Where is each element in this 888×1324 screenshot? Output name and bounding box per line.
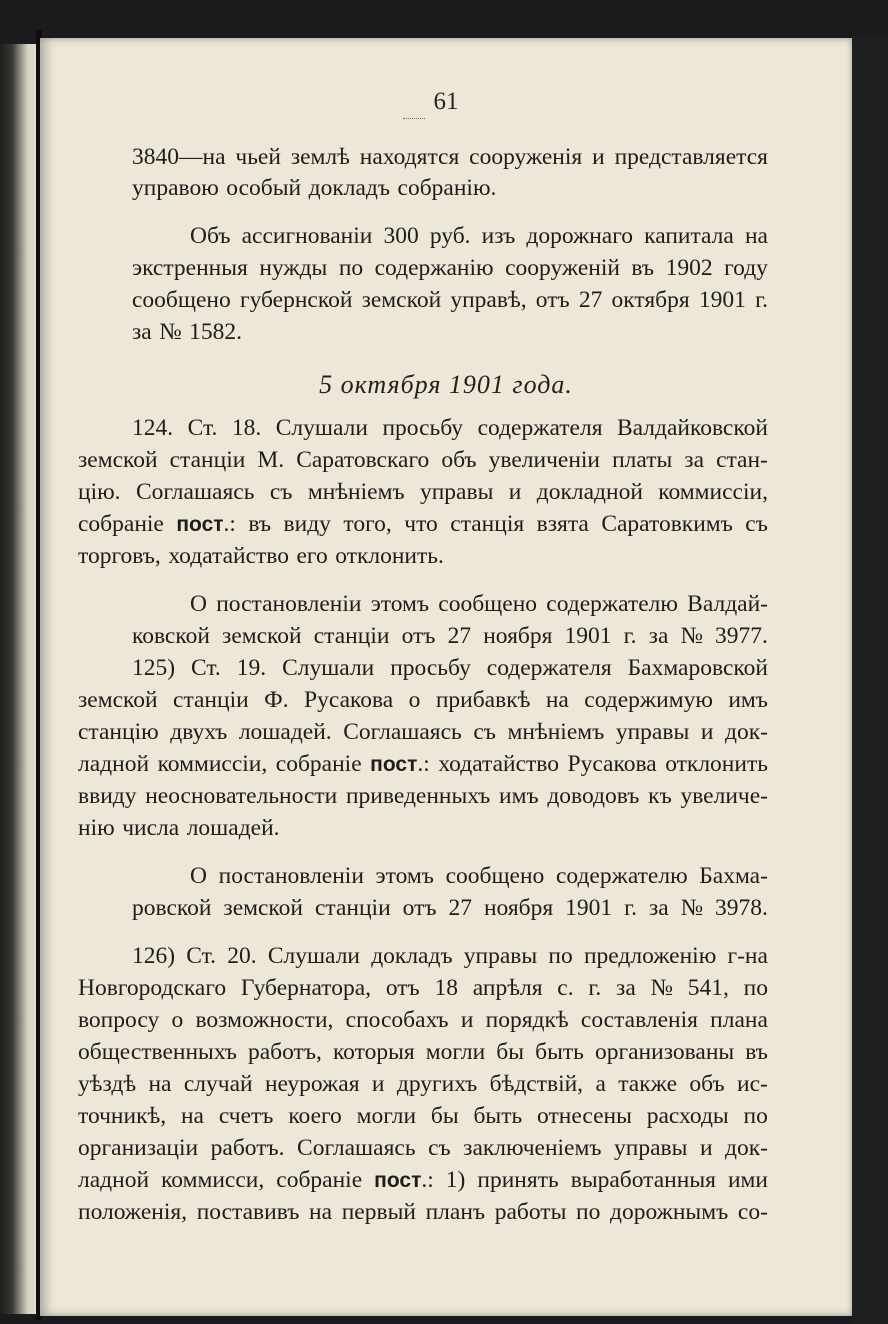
- word: г-на: [727, 943, 768, 969]
- page-text: [40, 38, 852, 1316]
- text-line: [78, 1165, 768, 1197]
- word: и: [699, 1135, 713, 1161]
- word: бы: [430, 1103, 459, 1129]
- text-line: [78, 813, 318, 845]
- word: за: [684, 447, 705, 473]
- word: землѣ: [290, 144, 350, 170]
- word: бы: [496, 1039, 525, 1065]
- word: содержателю: [546, 591, 678, 617]
- word: увеличеніи: [488, 447, 601, 473]
- word: ис-: [737, 1071, 768, 1097]
- left-page-edge: [0, 44, 40, 1314]
- word: по: [743, 975, 768, 1001]
- word: докладной: [536, 479, 643, 505]
- word: уѣздѣ: [78, 1071, 137, 1097]
- word: просьбу: [390, 655, 471, 681]
- word: по: [548, 943, 573, 969]
- text-line: [190, 589, 768, 621]
- text-line: [78, 541, 498, 573]
- text-line: [78, 509, 768, 541]
- word: могли: [425, 1039, 486, 1065]
- word: собраніе: [275, 751, 362, 777]
- word: постановленіи: [216, 591, 362, 617]
- word: составленія: [580, 1007, 698, 1033]
- word: руб.: [429, 223, 471, 249]
- word: работы: [494, 1199, 567, 1225]
- word: чьей: [235, 144, 281, 170]
- word: которыя: [332, 1039, 415, 1065]
- word: изъ: [481, 223, 516, 249]
- word: отъ: [385, 975, 420, 1001]
- word: приведенныхъ: [345, 783, 491, 809]
- text-line: [190, 221, 768, 253]
- word: двухъ: [170, 719, 228, 745]
- word: докладъ: [371, 943, 453, 969]
- word: на: [545, 687, 569, 713]
- word: за: [132, 319, 152, 345]
- word: 27: [448, 895, 472, 921]
- word: счетъ: [218, 1103, 274, 1129]
- word: этомъ: [375, 863, 434, 889]
- word: отъ: [402, 895, 437, 921]
- word: станціи: [169, 447, 246, 473]
- word: дорожнаго: [526, 223, 634, 249]
- text-line: [132, 653, 768, 685]
- word: ходатайство: [438, 751, 559, 777]
- word: Соглашаясь: [135, 479, 255, 505]
- word: коммиссіи,: [658, 479, 768, 505]
- word: заключеніемъ: [463, 1135, 602, 1161]
- word: просьбу: [382, 415, 464, 441]
- word: содержателя: [486, 655, 612, 681]
- word: другихъ: [396, 1071, 478, 1097]
- word: въ: [248, 511, 272, 537]
- word: Валдай-: [687, 591, 768, 617]
- word: имъ: [728, 687, 768, 713]
- word: за: [648, 623, 669, 649]
- word: 1901: [564, 623, 612, 649]
- word: управы: [419, 479, 494, 505]
- word: и: [508, 479, 522, 505]
- word: Саратовскаго: [296, 447, 430, 473]
- text-line: [78, 1133, 768, 1165]
- text-line: [78, 781, 768, 813]
- word: особый: [226, 175, 302, 201]
- word: собраніе: [276, 1167, 363, 1193]
- word: с.: [557, 975, 574, 1001]
- word: съ: [745, 511, 768, 537]
- word: Слушали: [275, 415, 368, 441]
- word: №: [159, 319, 182, 345]
- word: 1582.: [189, 319, 243, 345]
- word: доводовъ: [547, 783, 640, 809]
- word: на: [744, 223, 768, 249]
- text-line: [78, 445, 768, 477]
- word: пост.:: [374, 1167, 434, 1193]
- word: прибавкѣ: [435, 687, 531, 713]
- word: Ст.: [187, 415, 218, 441]
- word: платы: [612, 447, 673, 473]
- word: г.: [623, 623, 637, 649]
- word: стан-: [716, 447, 768, 473]
- word: Ф.: [264, 687, 289, 713]
- text-line: [132, 941, 768, 973]
- word: лошадей.: [238, 719, 332, 745]
- text-line: [132, 621, 768, 653]
- word: Русакова: [304, 687, 394, 713]
- word: станціи: [314, 895, 391, 921]
- word: 1901: [698, 287, 746, 313]
- text-line: [132, 142, 768, 174]
- word: №: [680, 895, 704, 921]
- text-line: [78, 973, 768, 1005]
- word: первый: [341, 1199, 416, 1225]
- word: станцію: [78, 719, 159, 745]
- word: по: [576, 1199, 601, 1225]
- word: выработанныя: [570, 1167, 716, 1193]
- text-line: [78, 477, 768, 509]
- word: г.: [624, 895, 637, 921]
- word: также: [618, 1071, 678, 1097]
- word: по: [338, 255, 364, 281]
- word: коммисси,: [161, 1167, 265, 1193]
- word: имъ: [499, 783, 539, 809]
- word: докладъ: [308, 175, 391, 201]
- text-line: [78, 1037, 768, 1069]
- word: 18: [434, 975, 458, 1001]
- word: его: [296, 543, 328, 569]
- word: постановленіи: [218, 863, 364, 889]
- word: на: [148, 1071, 172, 1097]
- word: 20.: [227, 943, 257, 969]
- word: Объ: [190, 223, 231, 249]
- word: въ: [745, 1039, 768, 1065]
- text-line: [78, 1197, 768, 1229]
- word: съ: [269, 479, 293, 505]
- word: пост.:: [176, 511, 236, 537]
- text-line: [78, 685, 768, 717]
- word: положенія,: [78, 1199, 188, 1225]
- word: вопросу: [78, 1007, 160, 1033]
- word: работъ.: [210, 1135, 285, 1161]
- word: ходатайство: [168, 543, 289, 569]
- word: сообщено: [438, 591, 538, 617]
- word: виду: [283, 511, 331, 537]
- text-line: [78, 1101, 768, 1133]
- text-line: [132, 253, 768, 285]
- word: работъ,: [247, 1039, 322, 1065]
- text-line: [132, 173, 512, 205]
- word: и: [592, 144, 605, 170]
- word: отклонить.: [335, 543, 444, 569]
- word: ладной: [78, 751, 150, 777]
- word: 1): [445, 1167, 466, 1193]
- word: пост.:: [370, 751, 430, 777]
- word: 1901: [565, 895, 613, 921]
- word: Соглашаясь: [343, 719, 462, 745]
- word: сообщено: [132, 287, 231, 313]
- word: станція: [450, 511, 525, 537]
- word: увеличе-: [680, 783, 768, 809]
- word: отнесены: [537, 1103, 632, 1129]
- word: 3977.: [715, 623, 768, 649]
- word: бѣдствій,: [489, 1071, 584, 1097]
- word: О: [190, 863, 207, 889]
- word: собранію.: [397, 175, 497, 201]
- word: Бахмаровской: [627, 655, 768, 681]
- word: ими: [727, 1167, 768, 1193]
- word: ровской: [132, 895, 212, 921]
- word: коего: [288, 1103, 342, 1129]
- word: расходы: [646, 1103, 729, 1129]
- word: отъ: [535, 287, 570, 313]
- word: ассигнованіи: [241, 223, 373, 249]
- word: о: [408, 687, 421, 713]
- word: находятся: [359, 144, 460, 170]
- word: Саратовкимъ: [601, 511, 733, 537]
- word: 541,: [687, 975, 729, 1001]
- text-line: [78, 1005, 768, 1037]
- word: капитала: [644, 223, 734, 249]
- word: управою: [132, 175, 219, 201]
- word: апрѣля: [472, 975, 543, 1001]
- word: быть: [473, 1103, 523, 1129]
- word: 1902: [665, 255, 713, 281]
- word: октября: [611, 287, 690, 313]
- word: числа: [122, 815, 180, 841]
- word: Русакова: [567, 751, 657, 777]
- word: земской: [78, 447, 158, 473]
- word: съ: [428, 1135, 451, 1161]
- word: торговъ,: [78, 543, 161, 569]
- word: принять: [477, 1167, 559, 1193]
- word: управы: [463, 943, 538, 969]
- word: поставивъ: [196, 1199, 300, 1225]
- word: управы: [614, 1135, 688, 1161]
- word: порядкѣ: [485, 1007, 569, 1033]
- word: и: [700, 719, 714, 745]
- text-line: [132, 317, 272, 349]
- word: №: [650, 975, 673, 1001]
- word: въ: [631, 255, 655, 281]
- word: содержимую: [584, 687, 713, 713]
- word: земской: [78, 687, 158, 713]
- word: и: [460, 1007, 474, 1033]
- word: 3978.: [715, 895, 768, 921]
- word: неурожая: [264, 1071, 360, 1097]
- text-line: [78, 717, 768, 749]
- word: экстренныя: [132, 255, 248, 281]
- word: сооруженій: [505, 255, 620, 281]
- word: 124.: [132, 415, 174, 441]
- word: Губернатора,: [240, 975, 372, 1001]
- word: О: [190, 591, 207, 617]
- word: Новгородскаго: [78, 975, 227, 1001]
- text-line: [78, 1069, 768, 1101]
- word: ввиду: [78, 783, 137, 809]
- word: планъ: [425, 1199, 486, 1225]
- word: общественныхъ: [78, 1039, 237, 1065]
- word: 27: [578, 287, 603, 313]
- right-background: [852, 36, 888, 1324]
- word: а: [595, 1071, 606, 1097]
- word: за: [648, 895, 669, 921]
- word: содержанію: [374, 255, 494, 281]
- word: году: [724, 255, 768, 281]
- word: ладной: [78, 1167, 150, 1193]
- word: док-: [725, 1135, 768, 1161]
- date-heading: 5 октября 1901 года.: [319, 370, 573, 399]
- text-line: [132, 893, 768, 925]
- word: 18.: [231, 415, 262, 441]
- word: земской: [222, 623, 302, 649]
- text-line: [132, 413, 768, 445]
- word: Бахма-: [699, 863, 768, 889]
- word: неосновательности: [145, 783, 338, 809]
- word: нужды: [259, 255, 328, 281]
- text-line: [132, 285, 768, 317]
- word: станціи: [313, 623, 390, 649]
- word: губернской: [239, 287, 353, 313]
- word: управѣ,: [450, 287, 527, 313]
- word: плана: [710, 1007, 768, 1033]
- word: 300: [383, 223, 419, 249]
- word: случай: [183, 1071, 253, 1097]
- word: объ: [689, 1071, 725, 1097]
- word: Ст.: [186, 943, 217, 969]
- word: Слушали: [267, 943, 360, 969]
- word: дорожнымъ: [610, 1199, 729, 1225]
- word: Ст.: [191, 655, 221, 681]
- word: сообщено: [445, 863, 545, 889]
- word: ноября: [483, 623, 553, 649]
- text-line: [78, 749, 768, 781]
- word: взята: [536, 511, 589, 537]
- word: могли: [356, 1103, 417, 1129]
- word: 3840—на: [132, 144, 226, 170]
- word: Валдайковской: [617, 415, 768, 441]
- text-line: [190, 861, 768, 893]
- word: отклонить: [665, 751, 768, 777]
- word: отъ: [401, 623, 436, 649]
- word: ковской: [132, 623, 210, 649]
- word: способахъ: [345, 1007, 449, 1033]
- word: сооруженія: [469, 144, 583, 170]
- word: собраніе: [78, 511, 164, 537]
- word: по: [743, 1103, 768, 1129]
- word: 126): [132, 943, 176, 969]
- word: объ: [441, 447, 477, 473]
- word: на: [180, 1103, 204, 1129]
- page-number: 61: [433, 88, 459, 115]
- word: за: [616, 975, 636, 1001]
- word: представляется: [614, 144, 768, 170]
- word: того,: [343, 511, 392, 537]
- word: лошадей.: [186, 815, 280, 841]
- word: содержателю: [555, 863, 688, 889]
- word: 125): [132, 655, 176, 681]
- word: предложенію: [583, 943, 717, 969]
- word: М.: [257, 447, 285, 473]
- word: содержателя: [477, 415, 603, 441]
- word: Соглашаясь: [297, 1135, 416, 1161]
- word: земской: [361, 287, 442, 313]
- word: г.: [588, 975, 602, 1001]
- word: станціи: [173, 687, 249, 713]
- word: мнѣніемъ: [307, 479, 405, 505]
- word: организаціи: [78, 1135, 199, 1161]
- word: къ: [648, 783, 672, 809]
- word: док-: [725, 719, 768, 745]
- word: этомъ: [370, 591, 430, 617]
- word: земской: [223, 895, 303, 921]
- word: съ: [473, 719, 496, 745]
- word: быть: [535, 1039, 584, 1065]
- book-page: [40, 38, 852, 1316]
- word: возможности,: [195, 1007, 334, 1033]
- word: на: [309, 1199, 333, 1225]
- word: №: [680, 623, 703, 649]
- word: организованы: [594, 1039, 735, 1065]
- word: Слушали: [282, 655, 375, 681]
- word: ноября: [483, 895, 554, 921]
- word: 27: [447, 623, 472, 649]
- word: о: [171, 1007, 184, 1033]
- word: мнѣніемъ: [507, 719, 605, 745]
- word: 19.: [236, 655, 267, 681]
- word: коммиссіи,: [157, 751, 268, 777]
- word: нію: [78, 815, 115, 841]
- word: со-: [737, 1199, 768, 1225]
- word: что: [404, 511, 438, 537]
- word: точникѣ,: [78, 1103, 167, 1129]
- word: цію.: [78, 479, 121, 505]
- word: г.: [755, 287, 768, 313]
- word: управы: [615, 719, 690, 745]
- word: и: [371, 1071, 385, 1097]
